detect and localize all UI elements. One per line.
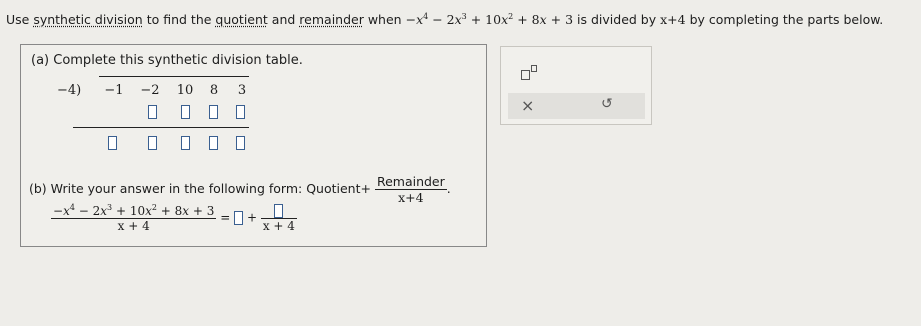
math-tools-panel xyxy=(500,46,652,125)
result-input-1[interactable] xyxy=(108,136,117,150)
undo-icon[interactable]: ↺ xyxy=(601,96,613,112)
remainder-fraction xyxy=(375,174,447,205)
remainder-denominator: x + 4 xyxy=(262,218,295,233)
synthetic-divisor: −4) xyxy=(57,83,82,98)
part-b-label: (b) Write your answer in the following form: Quotient+ xyxy=(29,181,371,196)
coefficient-5: 3 xyxy=(237,83,247,98)
remainder-input[interactable] xyxy=(274,204,283,218)
prompt-text: by completing the parts below. xyxy=(685,12,884,28)
prompt-text: and xyxy=(267,12,300,28)
coefficient-3: 10 xyxy=(176,83,194,98)
coefficient-2: −2 xyxy=(140,83,160,98)
prompt-text: to find the xyxy=(142,12,216,28)
exponent-template-icon[interactable] xyxy=(521,65,539,79)
dividend-fraction xyxy=(51,203,216,233)
coefficient-4: 8 xyxy=(209,83,219,98)
product-input-1[interactable] xyxy=(148,105,157,119)
period: . xyxy=(446,181,451,196)
equals-sign: = xyxy=(220,210,231,225)
polynomial: $-x^4 - 2x^3 + 10x^2 + 8x + 3$ xyxy=(405,12,574,28)
result-input-5[interactable] xyxy=(236,136,245,150)
division-bracket-line xyxy=(99,76,249,77)
part-a-title: (a) Complete this synthetic division table. xyxy=(31,53,303,68)
plus-sign: + xyxy=(246,210,258,225)
remainder-answer-fraction xyxy=(261,203,297,233)
prompt-text: Use xyxy=(6,12,34,28)
quotient-input[interactable] xyxy=(234,211,243,225)
product-input-3[interactable] xyxy=(209,105,218,119)
fraction-denominator: x+4 xyxy=(398,190,424,205)
problem-prompt xyxy=(6,12,883,27)
division-sum-line xyxy=(73,127,249,128)
prompt-text: when xyxy=(363,12,406,28)
clear-icon[interactable]: × xyxy=(521,96,535,115)
link-quotient[interactable]: quotient xyxy=(215,12,268,28)
divisor-expression: x+4 xyxy=(660,12,686,28)
prompt-text: is divided by xyxy=(573,12,661,28)
result-input-3[interactable] xyxy=(181,136,190,150)
coefficient-1: −1 xyxy=(104,83,124,98)
product-input-4[interactable] xyxy=(236,105,245,119)
link-synthetic-division[interactable]: synthetic division xyxy=(33,12,143,28)
dividend-polynomial: $-x^4 - 2x^3 + 10x^2 + 8x + 3$ xyxy=(53,203,215,218)
product-input-2[interactable] xyxy=(181,105,190,119)
result-input-2[interactable] xyxy=(148,136,157,150)
dividend-denominator: x + 4 xyxy=(117,219,150,233)
answer-equation xyxy=(51,203,297,233)
fraction-numerator: Remainder xyxy=(376,174,445,189)
link-remainder[interactable]: remainder xyxy=(299,12,364,28)
answer-panel xyxy=(20,44,487,247)
tool-buttons-bar xyxy=(508,93,645,119)
result-input-4[interactable] xyxy=(209,136,218,150)
remainder-numerator xyxy=(261,203,297,219)
part-b-instruction xyxy=(29,174,451,205)
